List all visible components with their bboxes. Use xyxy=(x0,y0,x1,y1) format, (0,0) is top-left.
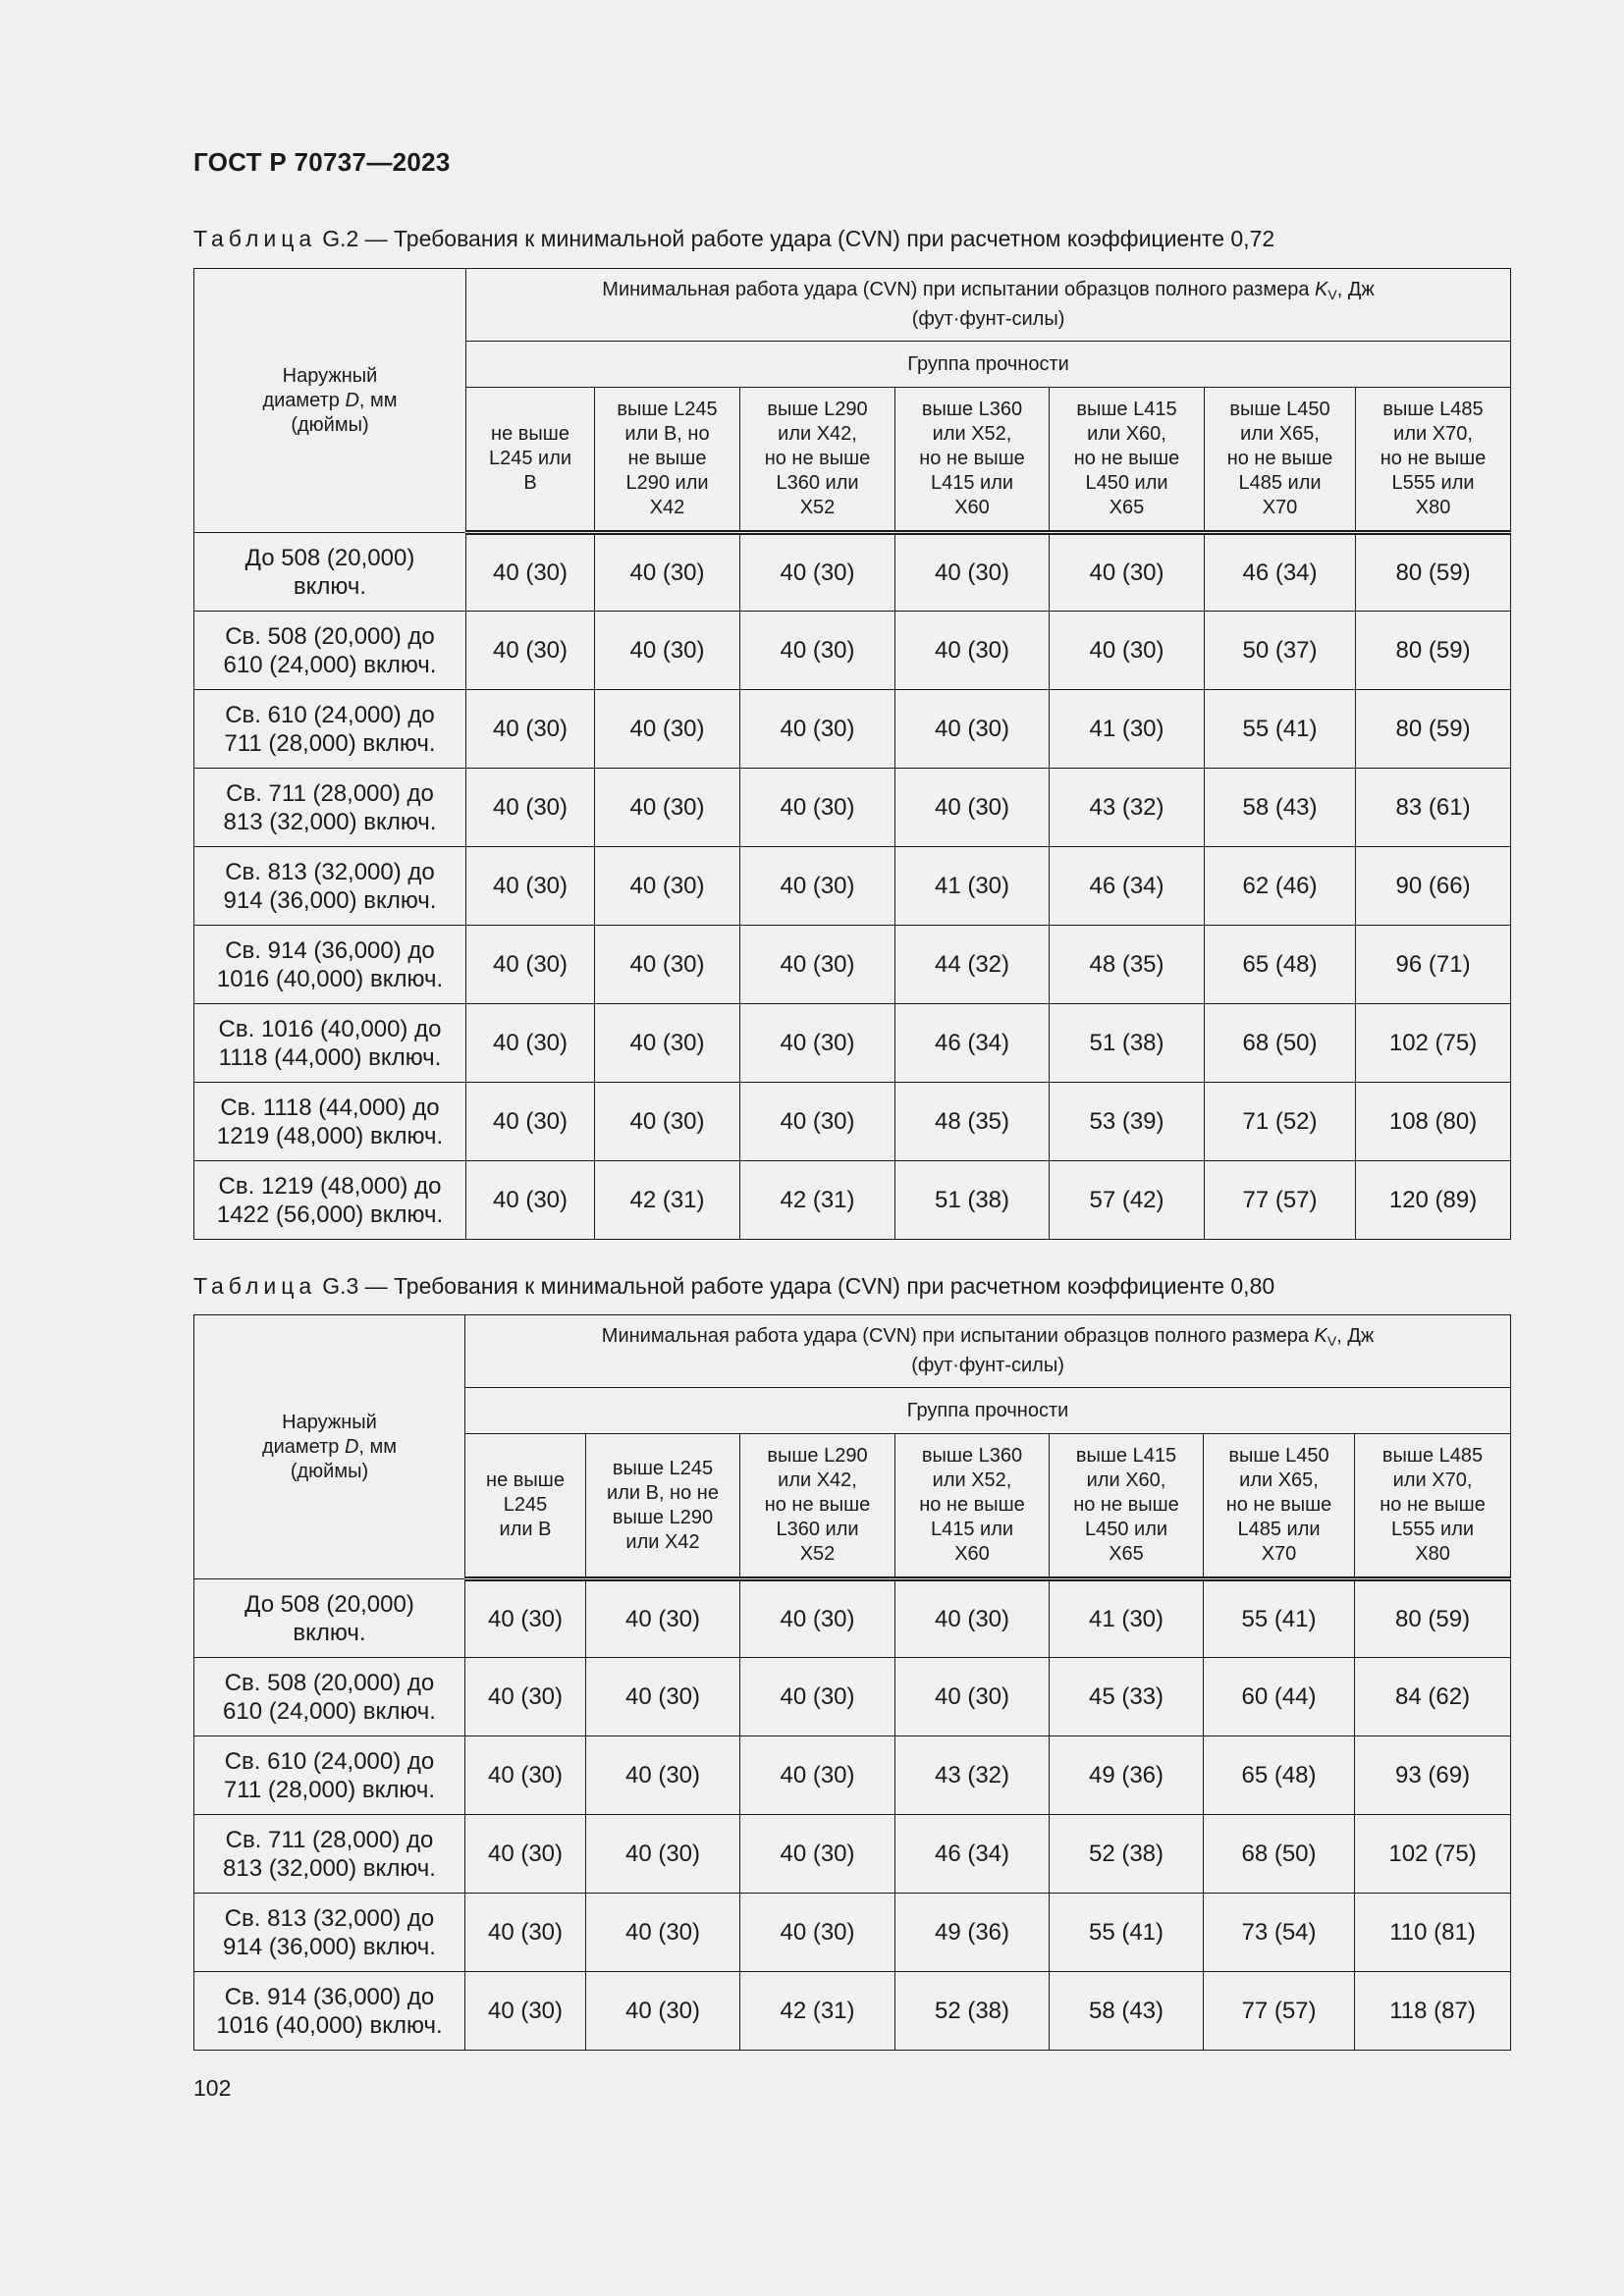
table-cell-value: 40 (30) xyxy=(586,1579,740,1658)
table-row xyxy=(194,1083,1511,1161)
row-diameter-label: Св. 508 (20,000) до 610 (24,000) включ. xyxy=(194,1658,465,1736)
table-cell-value: 40 (30) xyxy=(1050,612,1205,690)
table-cell-value: 62 (46) xyxy=(1205,847,1356,926)
strength-group-col-header: выше L360 или X52, но не выше L415 или X60 xyxy=(895,1434,1050,1579)
table-cell-value: 40 (30) xyxy=(595,612,740,690)
table-row xyxy=(194,1894,1511,1972)
table-cell-value: 65 (48) xyxy=(1204,1736,1355,1815)
table-cell-value: 118 (87) xyxy=(1355,1972,1511,2051)
table-cell-value: 65 (48) xyxy=(1205,926,1356,1004)
table-row xyxy=(194,1004,1511,1083)
table-cell-value: 50 (37) xyxy=(1205,612,1356,690)
table-cell-value: 58 (43) xyxy=(1205,769,1356,847)
table-cell-value: 52 (38) xyxy=(1050,1815,1204,1894)
table-cell-value: 40 (30) xyxy=(740,1658,895,1736)
table-cell-value: 49 (36) xyxy=(895,1894,1050,1972)
table-cell-value: 40 (30) xyxy=(740,847,895,926)
table-cell-value: 84 (62) xyxy=(1355,1658,1511,1736)
table-cell-value: 41 (30) xyxy=(1050,1579,1204,1658)
strength-group-col-header: выше L485 или X70, но не выше L555 или X80 xyxy=(1355,1434,1511,1579)
table-cell-value: 55 (41) xyxy=(1050,1894,1204,1972)
table-cell-value: 40 (30) xyxy=(586,1894,740,1972)
table-row xyxy=(194,1815,1511,1894)
table-cell-value: 40 (30) xyxy=(895,690,1050,769)
table-cell-value: 40 (30) xyxy=(586,1658,740,1736)
table-cell-value: 40 (30) xyxy=(595,1004,740,1083)
row-diameter-label: Св. 1016 (40,000) до 1118 (44,000) включ. xyxy=(194,1004,466,1083)
row-diameter-label: Св. 1118 (44,000) до 1219 (48,000) включ. xyxy=(194,1083,466,1161)
table-cell-value: 93 (69) xyxy=(1355,1736,1511,1815)
table-cell-value: 42 (31) xyxy=(595,1161,740,1240)
table-cell-value: 90 (66) xyxy=(1356,847,1511,926)
strength-group-col-header: выше L245 или B, но не выше L290 или X42 xyxy=(586,1434,740,1579)
table-cell-value: 57 (42) xyxy=(1050,1161,1205,1240)
row-diameter-label: Св. 813 (32,000) до 914 (36,000) включ. xyxy=(194,1894,465,1972)
table-cell-value: 46 (34) xyxy=(1205,533,1356,612)
table-row xyxy=(194,533,1511,612)
table-cell-value: 40 (30) xyxy=(465,1894,586,1972)
strength-group-col-header: не выше L245 или B xyxy=(466,388,595,533)
table-cell-value: 77 (57) xyxy=(1205,1161,1356,1240)
row-diameter-label: Св. 914 (36,000) до 1016 (40,000) включ. xyxy=(194,1972,465,2051)
table-cell-value: 102 (75) xyxy=(1356,1004,1511,1083)
strength-group-col-header: выше L245 или B, но не выше L290 или X42 xyxy=(595,388,740,533)
table-cell-value: 102 (75) xyxy=(1355,1815,1511,1894)
table-cell-value: 40 (30) xyxy=(595,533,740,612)
table-cell-value: 41 (30) xyxy=(895,847,1050,926)
table-cell-value: 73 (54) xyxy=(1204,1894,1355,1972)
table-g3-caption xyxy=(193,1273,1274,1300)
table-cell-value: 40 (30) xyxy=(740,1083,895,1161)
table-cell-value: 40 (30) xyxy=(465,1815,586,1894)
table-row xyxy=(194,1658,1511,1736)
table-cell-value: 77 (57) xyxy=(1204,1972,1355,2051)
table-cell-value: 51 (38) xyxy=(895,1161,1050,1240)
table-cell-value: 44 (32) xyxy=(895,926,1050,1004)
table-cell-value: 45 (33) xyxy=(1050,1658,1204,1736)
table-cell-value: 68 (50) xyxy=(1204,1815,1355,1894)
strength-group-header: Группа прочности xyxy=(466,342,1511,388)
table-cell-value: 40 (30) xyxy=(586,1815,740,1894)
strength-group-col-header: выше L415 или X60, но не выше L450 или X65 xyxy=(1050,1434,1204,1579)
strength-group-col-header: выше L290 или X42, но не выше L360 или X52 xyxy=(740,1434,895,1579)
table-row xyxy=(194,769,1511,847)
table-cell-value: 40 (30) xyxy=(586,1736,740,1815)
table-cell-value: 60 (44) xyxy=(1204,1658,1355,1736)
table-cell-value: 40 (30) xyxy=(465,1972,586,2051)
min-impact-energy-header: Минимальная работа удара (CVN) при испытании образцов полного размера $K_V$, Дж (фут·фунт-силы) xyxy=(465,1315,1511,1388)
table-cell-value: 80 (59) xyxy=(1355,1579,1511,1658)
table-cell-value: 40 (30) xyxy=(466,612,595,690)
strength-group-col-header: выше L360 или X52, но не выше L415 или X60 xyxy=(895,388,1050,533)
table-cell-value: 68 (50) xyxy=(1205,1004,1356,1083)
table-cell-value: 80 (59) xyxy=(1356,533,1511,612)
table-cell-value: 42 (31) xyxy=(740,1972,895,2051)
table-cell-value: 71 (52) xyxy=(1205,1083,1356,1161)
table-row xyxy=(194,1736,1511,1815)
table-cell-value: 55 (41) xyxy=(1204,1579,1355,1658)
table-g2-caption-prefix: Таблица xyxy=(193,226,317,251)
table-g2-caption-text: G.2 — Требования к минимальной работе удара (CVN) при расчетном коэффициенте 0,72 xyxy=(322,226,1275,251)
table-cell-value: 52 (38) xyxy=(895,1972,1050,2051)
table-cell-value: 43 (32) xyxy=(1050,769,1205,847)
table-cell-value: 40 (30) xyxy=(466,533,595,612)
row-diameter-label: Св. 508 (20,000) до 610 (24,000) включ. xyxy=(194,612,466,690)
table-cell-value: 40 (30) xyxy=(595,847,740,926)
table-cell-value: 40 (30) xyxy=(895,769,1050,847)
table-row xyxy=(194,690,1511,769)
row-diameter-label: Св. 914 (36,000) до 1016 (40,000) включ. xyxy=(194,926,466,1004)
table-cell-value: 48 (35) xyxy=(895,1083,1050,1161)
table-cell-value: 120 (89) xyxy=(1356,1161,1511,1240)
table-row xyxy=(194,612,1511,690)
table-cell-value: 40 (30) xyxy=(465,1579,586,1658)
table-g3-caption-text: G.3 — Требования к минимальной работе удара (CVN) при расчетном коэффициенте 0,80 xyxy=(322,1273,1275,1299)
table-cell-value: 40 (30) xyxy=(466,1161,595,1240)
strength-group-col-header: выше L450 или X65, но не выше L485 или X70 xyxy=(1204,1434,1355,1579)
table-cell-value: 40 (30) xyxy=(466,1083,595,1161)
table-cell-value: 46 (34) xyxy=(895,1004,1050,1083)
table-cell-value: 40 (30) xyxy=(740,926,895,1004)
table-cell-value: 40 (30) xyxy=(465,1736,586,1815)
table-cell-value: 40 (30) xyxy=(466,847,595,926)
table-cell-value: 40 (30) xyxy=(595,1083,740,1161)
table-cell-value: 48 (35) xyxy=(1050,926,1205,1004)
page-number: 102 xyxy=(193,2075,232,2101)
table-cell-value: 43 (32) xyxy=(895,1736,1050,1815)
row-diameter-label: До 508 (20,000) включ. xyxy=(194,1579,465,1658)
table-cell-value: 80 (59) xyxy=(1356,690,1511,769)
table-cell-value: 46 (34) xyxy=(895,1815,1050,1894)
row-diameter-label: Св. 711 (28,000) до 813 (32,000) включ. xyxy=(194,769,466,847)
table-cell-value: 40 (30) xyxy=(895,1579,1050,1658)
row-diameter-label: Св. 610 (24,000) до 711 (28,000) включ. xyxy=(194,1736,465,1815)
table-cell-value: 55 (41) xyxy=(1205,690,1356,769)
table-cell-value: 40 (30) xyxy=(740,612,895,690)
strength-group-col-header: выше L290 или X42, но не выше L360 или X52 xyxy=(740,388,895,533)
min-impact-energy-header: Минимальная работа удара (CVN) при испытании образцов полного размера $K_V$, Дж (фут·фунт-силы) xyxy=(466,269,1511,342)
table-row xyxy=(194,1579,1511,1658)
table-cell-value: 40 (30) xyxy=(740,1579,895,1658)
table-cell-value: 40 (30) xyxy=(740,533,895,612)
table-cell-value: 46 (34) xyxy=(1050,847,1205,926)
table-cell-value: 40 (30) xyxy=(466,1004,595,1083)
table-g3-caption-prefix: Таблица xyxy=(193,1273,317,1299)
table-cell-value: 40 (30) xyxy=(740,1004,895,1083)
row-diameter-label: До 508 (20,000) включ. xyxy=(194,533,466,612)
table-row xyxy=(194,847,1511,926)
diameter-header: Наружный диаметр D, мм (дюймы) xyxy=(194,1315,465,1579)
table-g2-caption xyxy=(193,226,1274,252)
table-cell-value: 40 (30) xyxy=(466,769,595,847)
table-cell-value: 83 (61) xyxy=(1356,769,1511,847)
table-cell-value: 40 (30) xyxy=(895,612,1050,690)
row-diameter-label: Св. 610 (24,000) до 711 (28,000) включ. xyxy=(194,690,466,769)
table-cell-value: 80 (59) xyxy=(1356,612,1511,690)
table-cell-value: 40 (30) xyxy=(1050,533,1205,612)
table-cell-value: 51 (38) xyxy=(1050,1004,1205,1083)
table-cell-value: 96 (71) xyxy=(1356,926,1511,1004)
table-cell-value: 40 (30) xyxy=(740,1894,895,1972)
row-diameter-label: Св. 711 (28,000) до 813 (32,000) включ. xyxy=(194,1815,465,1894)
table-row xyxy=(194,1161,1511,1240)
strength-group-col-header: выше L415 или X60, но не выше L450 или X65 xyxy=(1050,388,1205,533)
table-g2 xyxy=(193,268,1511,1240)
table-cell-value: 40 (30) xyxy=(466,926,595,1004)
table-cell-value: 40 (30) xyxy=(895,533,1050,612)
table-cell-value: 108 (80) xyxy=(1356,1083,1511,1161)
table-cell-value: 42 (31) xyxy=(740,1161,895,1240)
table-row xyxy=(194,926,1511,1004)
table-cell-value: 40 (30) xyxy=(465,1658,586,1736)
strength-group-col-header: выше L485 или X70, но не выше L555 или X80 xyxy=(1356,388,1511,533)
row-diameter-label: Св. 813 (32,000) до 914 (36,000) включ. xyxy=(194,847,466,926)
table-cell-value: 40 (30) xyxy=(740,1736,895,1815)
table-cell-value: 41 (30) xyxy=(1050,690,1205,769)
row-diameter-label: Св. 1219 (48,000) до 1422 (56,000) включ. xyxy=(194,1161,466,1240)
document-title: ГОСТ Р 70737—2023 xyxy=(193,147,451,177)
table-cell-value: 40 (30) xyxy=(595,926,740,1004)
diameter-header: Наружный диаметр D, мм (дюймы) xyxy=(194,269,466,533)
table-cell-value: 110 (81) xyxy=(1355,1894,1511,1972)
table-cell-value: 40 (30) xyxy=(595,690,740,769)
table-cell-value: 40 (30) xyxy=(895,1658,1050,1736)
table-cell-value: 58 (43) xyxy=(1050,1972,1204,2051)
table-g3 xyxy=(193,1314,1511,2051)
table-cell-value: 49 (36) xyxy=(1050,1736,1204,1815)
table-cell-value: 40 (30) xyxy=(740,690,895,769)
table-row xyxy=(194,1972,1511,2051)
strength-group-col-header: не выше L245 или B xyxy=(465,1434,586,1579)
table-cell-value: 40 (30) xyxy=(595,769,740,847)
table-cell-value: 53 (39) xyxy=(1050,1083,1205,1161)
table-cell-value: 40 (30) xyxy=(740,1815,895,1894)
strength-group-col-header: выше L450 или X65, но не выше L485 или X70 xyxy=(1205,388,1356,533)
table-cell-value: 40 (30) xyxy=(466,690,595,769)
table-cell-value: 40 (30) xyxy=(740,769,895,847)
strength-group-header: Группа прочности xyxy=(465,1388,1511,1434)
table-cell-value: 40 (30) xyxy=(586,1972,740,2051)
